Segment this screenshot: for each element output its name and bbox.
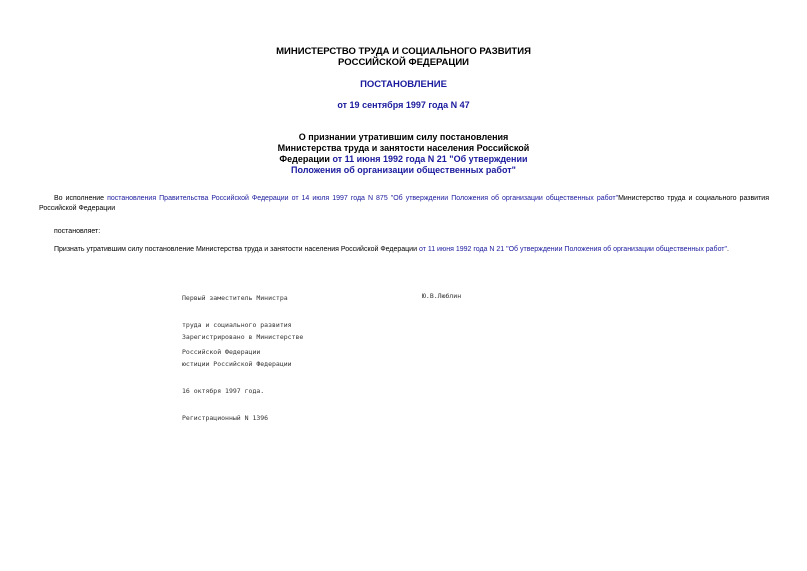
link-government-decree[interactable]: постановления Правительства Российской Федерации от 14 июля 1997 года N 875 "Об утверждении Положения об организации общественных работ"	[107, 195, 619, 202]
paragraph-preamble	[39, 194, 769, 213]
title-line-2: Министерства труда и занятости населения Российской	[277, 143, 530, 153]
registration-line-3: 16 октября 1997 года.	[182, 387, 265, 395]
registration-line-1: Зарегистрировано в Министерстве	[182, 333, 304, 341]
registration-line-4: Регистрационный N 1396	[182, 414, 269, 422]
signature-line-2: труда и социального развития	[182, 321, 292, 329]
resolution-prefix: Признать утратившим силу постановление Министерства труда и занятости населения Российской Федерации	[54, 246, 419, 253]
ministry-line-1: МИНИСТЕРСТВО ТРУДА И СОЦИАЛЬНОГО РАЗВИТИЯ	[276, 46, 531, 57]
link-repealed-decree[interactable]: от 11 июня 1992 года N 21 "Об утверждении Положения об организации общественных работ"	[418, 246, 727, 253]
title-link-decree-name[interactable]: Положения об организации общественных работ"	[291, 165, 516, 175]
document-title	[0, 132, 807, 176]
document-date: от 19 сентября 1997 года N 47	[337, 100, 470, 110]
paragraph-resolves: постановляет:	[54, 228, 101, 235]
preamble-prefix: Во исполнение	[54, 195, 108, 202]
registration-line-2: юстиции Российской Федерации	[182, 360, 292, 368]
document-type: ПОСТАНОВЛЕНИЕ	[360, 79, 447, 90]
title-link-decree-date[interactable]: от 11 июня 1992 года N 21 "Об утверждении	[332, 154, 528, 164]
ministry-line-2: РОССИЙСКОЙ ФЕДЕРАЦИИ	[337, 57, 469, 68]
registration-block	[182, 315, 303, 432]
signatory-name: Ю.В.Люблин	[422, 292, 462, 300]
resolution-suffix: .	[727, 246, 729, 253]
signature-line-1: Первый заместитель Министра	[182, 294, 288, 302]
title-line-3	[0, 154, 807, 165]
signature-line-3: Российской Федерации	[182, 348, 261, 356]
title-line-3-prefix: Федерации	[279, 154, 333, 164]
preamble-suffix: Министерство труда и социального развития Российской Федерации	[39, 195, 770, 212]
paragraph-resolution	[54, 245, 729, 255]
ministry-heading	[0, 46, 807, 68]
title-line-1: О признании утратившим силу постановления	[298, 132, 509, 142]
